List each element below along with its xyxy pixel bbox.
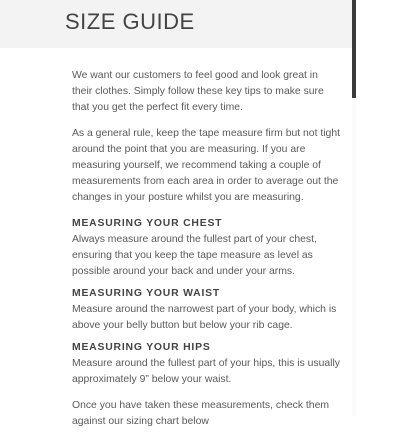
- hips-text: Measure around the fullest part of your hips, this is usually approximately 9” below your waist.: [72, 358, 340, 385]
- scrollbar-thumb[interactable]: [352, 0, 356, 98]
- intro-paragraph: We want our customers to feel good and look great in their clothes. Simply follow these key tips to make sure that you get the perfect fit every time.: [72, 70, 324, 113]
- page-title: SIZE GUIDE: [65, 9, 195, 34]
- chest-heading: MEASURING YOUR CHEST: [72, 218, 223, 229]
- waist-section: [72, 286, 340, 334]
- closing-paragraph: Once you have taken these measurements, check them against our sizing chart below: [72, 400, 330, 427]
- hips-section: [72, 340, 340, 388]
- waist-heading: MEASURING YOUR WAIST: [72, 288, 221, 299]
- header-bar: [0, 0, 352, 48]
- hips-heading: MEASURING YOUR HIPS: [72, 342, 211, 353]
- chest-section: [72, 216, 340, 280]
- tape-measure-paragraph: As a general rule, keep the tape measure firm but not tight around the point that you are measuring. If you are measuring yourself, we recommend taking a couple of measurements from each area in order to average out the changes in your posture whilst you are measuring.: [72, 128, 341, 203]
- guide-content: [72, 68, 340, 440]
- waist-text: Measure around the narrowest part of your body, which is above your belly button but below your rib cage.: [72, 304, 337, 331]
- chest-text: Always measure around the fullest part of your chest, ensuring that you keep the tape measure as level as possible around your back and under your arms.: [72, 234, 317, 277]
